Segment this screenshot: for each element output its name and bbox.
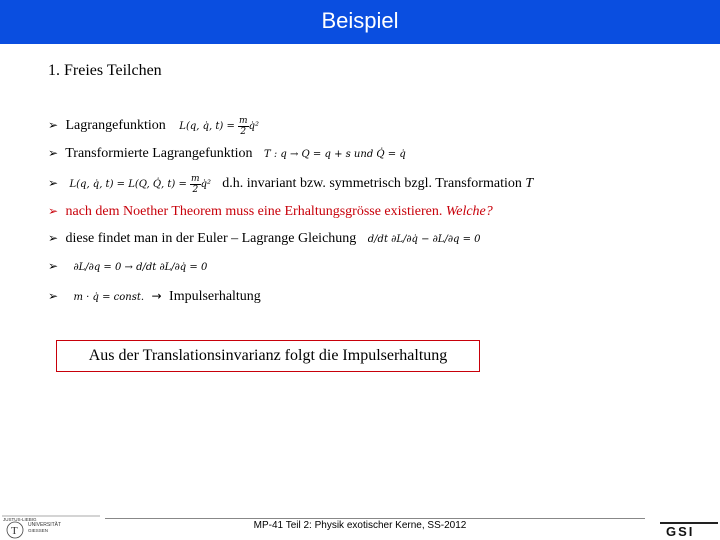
euler-equation: d/dt ∂L/∂q̇ − ∂L/∂q = 0 (367, 234, 481, 245)
slide-title: Beispiel (321, 8, 399, 33)
right-arrow-icon: → (151, 289, 162, 303)
bullet-transformed (48, 146, 406, 162)
step1-equation: ∂L/∂q = 0 → d/dt ∂L/∂q̇ = 0 (73, 262, 208, 273)
invariance-text: d.h. invariant bzw. symmetrisch bzgl. Transformation (222, 176, 526, 191)
transform-map: T : q → Q = q + s und Q̇ = q̇ (264, 149, 406, 160)
bullet-lagrange (48, 116, 259, 137)
lagrange-label: Lagrangefunktion (65, 118, 166, 133)
bullet-arrow-icon: ➢ (48, 259, 59, 273)
svg-text:UNIVERSITÄT: UNIVERSITÄT (28, 522, 62, 528)
bullet-step2 (48, 289, 261, 305)
bullet-invariance (48, 174, 533, 195)
invariance-equation: L(q, q̇, t) = L(Q, Q̇, t) = $\frac{m}{2}$ q̇² (69, 174, 211, 195)
bullet-arrow-icon: ➢ (48, 176, 59, 190)
lagrange-equation: L(q, q̇, t) = $\frac{m}{2}$ q̇² (179, 116, 259, 137)
step2-equation: m · q̇ = const. (73, 292, 145, 303)
footer-rule (105, 518, 645, 519)
section-heading: 1. Freies Teilchen (48, 62, 162, 79)
bullet-arrow-icon: ➢ (48, 146, 59, 160)
gsi-logo (660, 518, 718, 538)
bullet-step1 (48, 259, 207, 275)
noether-question: Welche? (445, 204, 493, 219)
bullet-noether (48, 204, 493, 220)
footer-text: MP-41 Teil 2: Physik exotischer Kerne, SS-2012 (253, 520, 467, 531)
svg-text:GSI: GSI (666, 524, 695, 538)
transformed-label: Transformierte Lagrangefunktion (65, 146, 253, 161)
step2-text: Impulserhaltung (169, 289, 261, 304)
svg-text:GIESSEN: GIESSEN (28, 528, 49, 533)
noether-text: nach dem Noether Theorem muss eine Erhaltungsgrösse existieren. (65, 204, 446, 219)
svg-text:JUSTUS-LIEBIG: JUSTUS-LIEBIG (3, 517, 37, 522)
bullet-arrow-icon: ➢ (48, 204, 59, 218)
bullet-arrow-icon: ➢ (48, 118, 59, 132)
svg-text:T: T (11, 525, 18, 537)
euler-text: diese findet man in der Euler – Lagrange Gleichung (65, 231, 357, 246)
bullet-arrow-icon: ➢ (48, 231, 59, 245)
bullet-arrow-icon: ➢ (48, 289, 59, 303)
transformation-symbol: T (525, 176, 534, 191)
conclusion-box: Aus der Translationsinvarianz folgt die Impulserhaltung (56, 340, 480, 372)
bullet-euler (48, 231, 481, 247)
